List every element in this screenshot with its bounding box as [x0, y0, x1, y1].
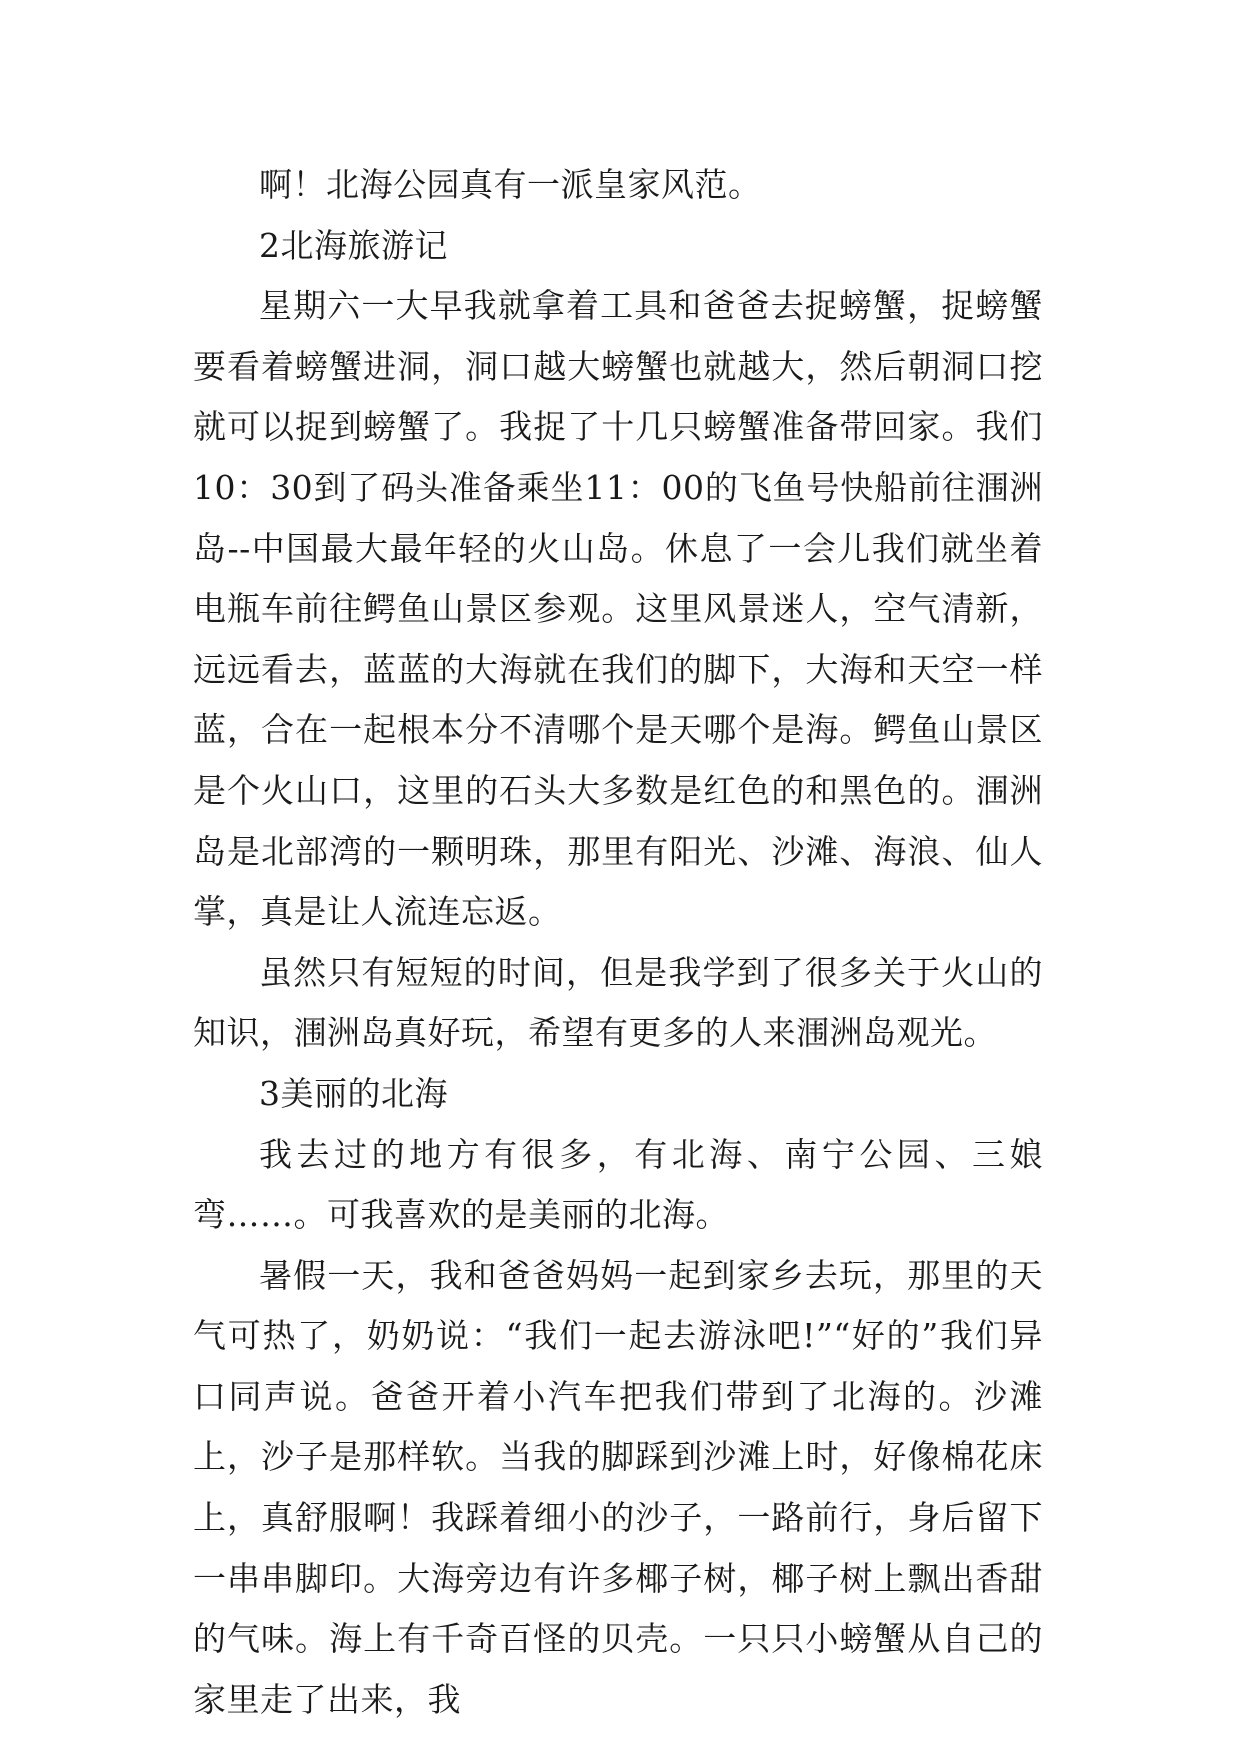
paragraph-crab-trip: 星期六一大早我就拿着工具和爸爸去捉螃蟹，捉螃蟹要看着螃蟹进洞，洞口越大螃蟹也就越大，然后朝洞口挖就可以捉到螃蟹了。我捉了十几只螃蟹准备带回家。我们10：30到了码头准备乘坐11：00的飞鱼号快船前往涠洲岛--中国最大最年轻的火山岛。休息了一会儿我们就坐着电瓶车前往鳄鱼山景区参观。这里风景迷人，空气清新，远远看去，蓝蓝的大海就在我们的脚下，大海和天空一样蓝，合在一起根本分不清哪个是天哪个是海。鳄鱼山景区是个火山口，这里的石头大多数是红色的和黑色的。涠洲岛是北部湾的一颗明珠，那里有阳光、沙滩、海浪、仙人掌，真是让人流连忘返。 — [193, 286, 1043, 932]
paragraph-closing-line: 啊！北海公园真有一派皇家风范。 — [259, 165, 762, 204]
body-text — [193, 155, 1043, 1730]
section-heading-2: 2北海旅游记 — [259, 225, 448, 265]
paragraph-volcano-summary: 虽然只有短短的时间，但是我学到了很多关于火山的知识，涠洲岛真好玩，希望有更多的人来涠洲岛观光。 — [193, 952, 1043, 1053]
paragraph-places-visited: 我去过的地方有很多，有北海、南宁公园、三娘弯……。可我喜欢的是美丽的北海。 — [193, 1134, 1043, 1235]
paragraph-summer-beach: 暑假一天，我和爸爸妈妈一起到家乡去玩，那里的天气可热了，奶奶说：“我们一起去游泳吧!”“好的”我们异口同声说。爸爸开着小汽车把我们带到了北海的。沙滩上，沙子是那样软。当我的脚踩到沙滩上时，好像棉花床上，真舒服啊！我踩着细小的沙子，一路前行，身后留下一串串脚印。大海旁边有许多椰子树，椰子树上飘出香甜的气味。海上有千奇百怪的贝壳。一只只小螃蟹从自己的家里走了出来，我 — [193, 1255, 1043, 1719]
section-heading-3: 3美丽的北海 — [259, 1073, 448, 1113]
